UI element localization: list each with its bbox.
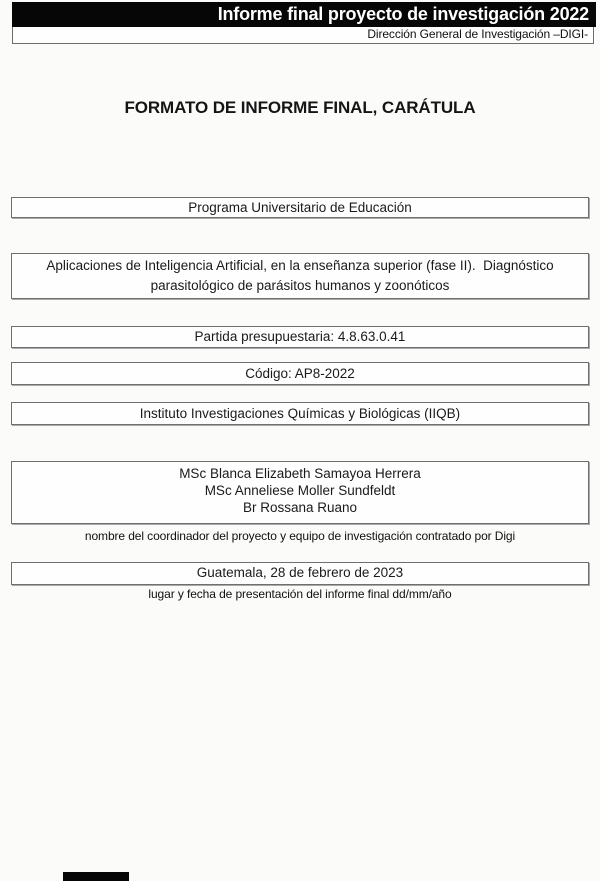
team-caption: nombre del coordinador del proyecto y equipo de investigación contratado por Digi bbox=[84, 529, 516, 543]
project-code-box: Código: AP8-2022 bbox=[11, 362, 589, 385]
place-date-box: Guatemala, 28 de febrero de 2023 bbox=[11, 562, 589, 585]
team-member-2: MSc Anneliese Moller Sundfeldt bbox=[204, 483, 396, 498]
project-title-line2: parasitológico de parásitos humanos y zoonóticos bbox=[150, 277, 450, 293]
budget-line-box: Partida presupuestaria: 4.8.63.0.41 bbox=[11, 326, 589, 348]
report-year-banner: Informe final proyecto de investigación 2022 bbox=[12, 2, 596, 27]
team-box bbox=[11, 461, 589, 524]
project-title-box bbox=[11, 253, 589, 299]
institute-box: Instituto Investigaciones Químicas y Biológicas (IIQB) bbox=[11, 402, 589, 425]
digi-subtitle-bar: Dirección General de Investigación –DIGI- bbox=[12, 27, 594, 44]
team-member-3: Br Rossana Ruano bbox=[242, 500, 358, 515]
project-title-line1: Aplicaciones de Inteligencia Artificial, en la enseñanza superior (fase II). Diagnóstico bbox=[46, 258, 554, 273]
page-title: FORMATO DE INFORME FINAL, CARÁTULA bbox=[124, 98, 476, 117]
footer-black-mark bbox=[63, 872, 129, 881]
program-box: Programa Universitario de Educación bbox=[11, 197, 589, 218]
place-date-caption: lugar y fecha de presentación del informe final dd/mm/año bbox=[148, 587, 452, 601]
team-member-1: MSc Blanca Elizabeth Samayoa Herrera bbox=[179, 466, 421, 481]
